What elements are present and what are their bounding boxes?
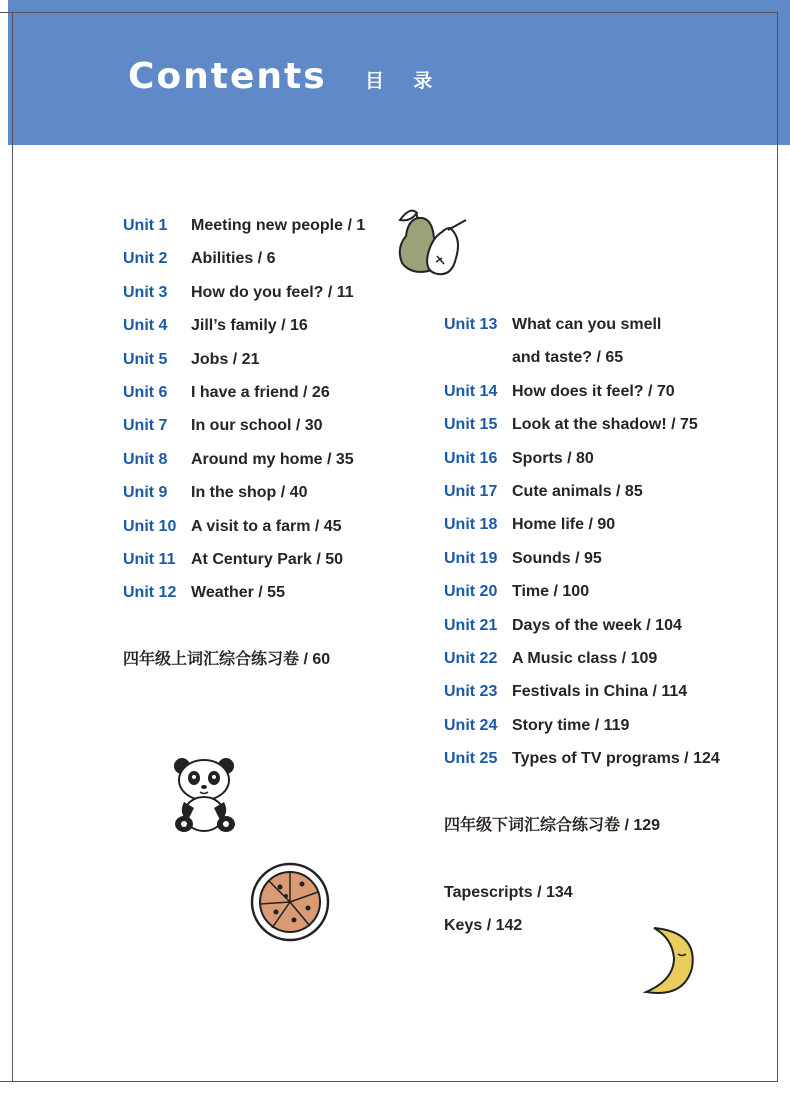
unit-label: Unit 20 — [444, 583, 498, 601]
unit-label: Unit 13 — [444, 316, 498, 333]
frame-line — [12, 12, 13, 1082]
unit-label: Unit 24 — [444, 716, 498, 734]
unit-title: Weather / 55 — [191, 584, 285, 602]
toc-entry[interactable] — [123, 309, 365, 342]
toc-entry[interactable] — [444, 609, 720, 642]
unit-title: Look at the shadow! / 75 — [512, 416, 698, 434]
toc-entry[interactable] — [123, 276, 365, 309]
unit-title: Story time / 119 — [512, 716, 630, 734]
review-entry[interactable]: 四年级上词汇综合练习卷 / 60 — [123, 651, 331, 669]
unit-title: Jobs / 21 — [191, 350, 260, 368]
frame-line — [777, 12, 778, 1082]
unit-label: Unit 10 — [123, 517, 177, 535]
unit-title: A Music class / 109 — [512, 649, 658, 667]
unit-label: Unit 25 — [444, 750, 498, 768]
toc-entry[interactable] — [444, 508, 720, 541]
spacer — [444, 341, 512, 374]
unit-label: Unit 9 — [123, 484, 168, 502]
toc-entry[interactable] — [444, 675, 720, 708]
unit-label: Unit 19 — [444, 549, 498, 567]
unit-label: Unit 17 — [444, 482, 498, 500]
toc-entry[interactable] — [123, 409, 365, 442]
unit-label: Unit 18 — [444, 516, 498, 534]
unit-title: I have a friend / 26 — [191, 383, 330, 401]
unit-label: Unit 1 — [123, 217, 168, 234]
pizza-illustration — [250, 862, 330, 942]
unit-label: Unit 16 — [444, 449, 498, 467]
toc-entry[interactable] — [444, 375, 720, 408]
unit-title: Sports / 80 — [512, 449, 594, 467]
unit-title: Abilities / 6 — [191, 250, 276, 268]
frame-line — [0, 1081, 778, 1082]
toc-entry[interactable] — [123, 543, 365, 576]
toc-entry[interactable] — [123, 343, 365, 376]
pear-illustration — [392, 198, 472, 278]
unit-label: Unit 8 — [123, 450, 168, 468]
unit-title: What can you smell — [512, 316, 662, 333]
unit-label: Unit 22 — [444, 649, 498, 667]
unit-title: In the shop / 40 — [191, 484, 308, 502]
toc-entry[interactable] — [444, 542, 720, 575]
toc-entry[interactable] — [444, 709, 720, 742]
unit-label: Unit 7 — [123, 417, 168, 435]
unit-title: Days of the week / 104 — [512, 616, 682, 634]
toc-entry[interactable] — [123, 476, 365, 509]
toc-entry[interactable] — [444, 575, 720, 608]
unit-title: and taste? / 65 — [512, 349, 624, 367]
toc-entry[interactable] — [444, 442, 720, 475]
unit-label: Unit 21 — [444, 616, 498, 634]
unit-label: Unit 14 — [444, 382, 498, 400]
page-title: Contents — [128, 56, 327, 97]
unit-title: At Century Park / 50 — [191, 550, 344, 568]
right-column — [444, 308, 720, 942]
unit-title: Types of TV programs / 124 — [512, 750, 720, 768]
toc-entry[interactable] — [444, 475, 720, 508]
unit-title: Time / 100 — [512, 583, 590, 601]
toc-entry[interactable] — [123, 576, 365, 609]
toc-entry[interactable] — [123, 510, 365, 543]
unit-title: Sounds / 95 — [512, 549, 602, 567]
toc-entry[interactable] — [444, 408, 720, 441]
left-column — [123, 209, 365, 676]
unit-label: Unit 11 — [123, 550, 176, 568]
keys-entry[interactable]: Keys / 142 — [444, 917, 523, 935]
unit-label: Unit 4 — [123, 317, 168, 335]
unit-title: Festivals in China / 114 — [512, 683, 688, 701]
unit-title: Home life / 90 — [512, 516, 616, 534]
unit-title: Meeting new people / 1 — [191, 217, 366, 234]
unit-label: Unit 6 — [123, 383, 168, 401]
unit-title: Around my home / 35 — [191, 450, 354, 468]
unit-title: A visit to a farm / 45 — [191, 517, 342, 535]
unit-label: Unit 12 — [123, 584, 177, 602]
toc-entry[interactable] — [123, 376, 365, 409]
unit-label: Unit 2 — [123, 250, 168, 268]
toc-entry-continued[interactable] — [444, 341, 720, 374]
page-subtitle: 目 录 — [365, 71, 445, 92]
toc-entry[interactable] — [444, 642, 720, 675]
frame-line — [0, 12, 778, 13]
toc-entry[interactable] — [444, 742, 720, 775]
toc-entry[interactable] — [123, 443, 365, 476]
unit-label: Unit 23 — [444, 683, 498, 701]
toc-entry[interactable] — [123, 242, 365, 275]
moon-illustration — [640, 924, 700, 998]
toc-entry[interactable] — [123, 209, 365, 242]
toc-entry[interactable] — [444, 308, 720, 341]
unit-title: Cute animals / 85 — [512, 482, 643, 500]
review-entry[interactable]: 四年级下词汇综合练习卷 / 129 — [444, 816, 661, 834]
panda-illustration — [170, 752, 242, 834]
unit-title: In our school / 30 — [191, 417, 323, 435]
unit-label: Unit 3 — [123, 283, 168, 301]
unit-title: How does it feel? / 70 — [512, 382, 675, 400]
tapescripts-entry[interactable]: Tapescripts / 134 — [444, 883, 573, 901]
unit-title: Jill’s family / 16 — [191, 317, 308, 335]
unit-label: Unit 5 — [123, 350, 168, 368]
unit-label: Unit 15 — [444, 416, 498, 434]
unit-title: How do you feel? / 11 — [191, 283, 354, 301]
